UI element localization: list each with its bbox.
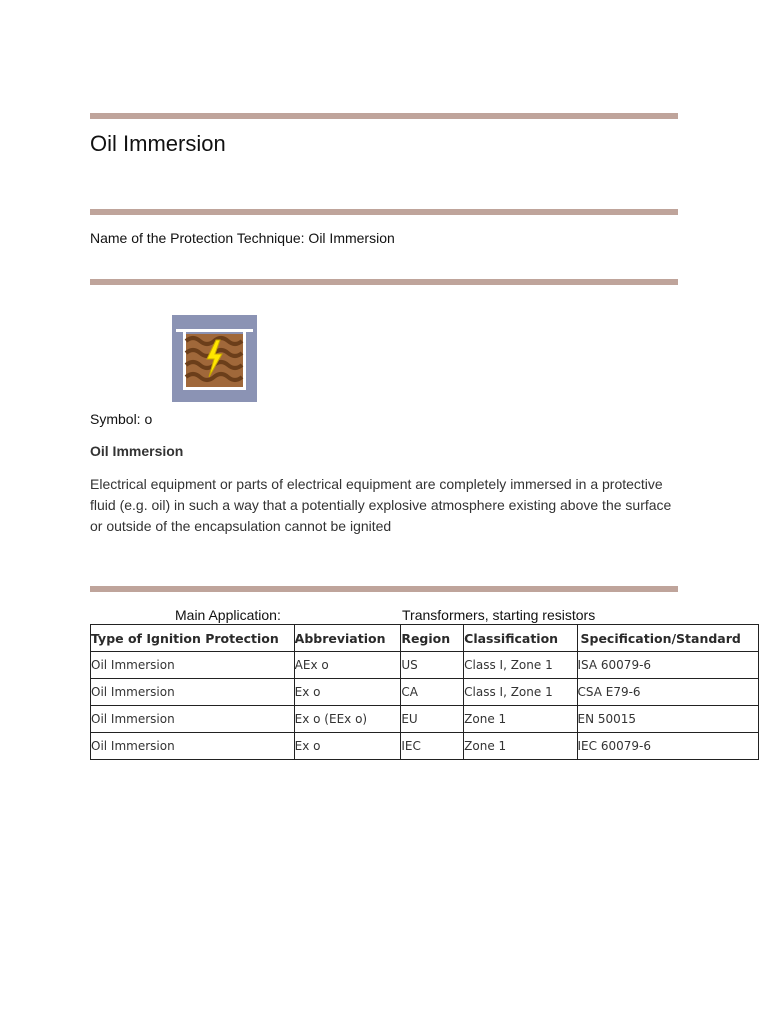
table-row	[91, 706, 759, 733]
section-heading: Oil Immersion	[90, 443, 184, 459]
header-abbreviation: Abbreviation	[294, 625, 401, 652]
cell-type: Oil Immersion	[91, 652, 295, 679]
cell-specification: CSA E79-6	[577, 679, 759, 706]
cell-classification: Zone 1	[464, 733, 577, 760]
table-row	[91, 679, 759, 706]
divider-top	[90, 113, 678, 119]
header-classification: Classification	[464, 625, 577, 652]
cell-classification: Zone 1	[464, 706, 577, 733]
main-application-label: Main Application:	[175, 607, 281, 623]
symbol-label: Symbol: o	[90, 411, 153, 427]
cell-type: Oil Immersion	[91, 733, 295, 760]
cell-abbreviation: Ex o	[294, 733, 401, 760]
divider-description	[90, 586, 678, 592]
cell-specification: EN 50015	[577, 706, 759, 733]
cell-region: US	[401, 652, 464, 679]
technique-name: Name of the Protection Technique: Oil Immersion	[90, 230, 395, 246]
oil-immersion-symbol-icon	[172, 315, 257, 402]
table-row	[91, 733, 759, 760]
cell-classification: Class I, Zone 1	[464, 652, 577, 679]
main-application-value: Transformers, starting resistors	[402, 607, 596, 623]
description-paragraph: Electrical equipment or parts of electrical equipment are completely immersed in a protective fluid (e.g. oil) in such a way that a potentially explosive atmosphere existing above the surface or outside of the encapsulation cannot be ignited	[90, 476, 672, 534]
cell-classification: Class I, Zone 1	[464, 679, 577, 706]
cell-abbreviation: Ex o (EEx o)	[294, 706, 401, 733]
divider-technique	[90, 279, 678, 285]
cell-type: Oil Immersion	[91, 706, 295, 733]
cell-type: Oil Immersion	[91, 679, 295, 706]
header-type: Type of Ignition Protection	[91, 625, 295, 652]
cell-region: EU	[401, 706, 464, 733]
page-title: Oil Immersion	[90, 131, 226, 156]
cell-abbreviation: Ex o	[294, 679, 401, 706]
table-row	[91, 652, 759, 679]
cell-specification: IEC 60079-6	[577, 733, 759, 760]
cell-abbreviation: AEx o	[294, 652, 401, 679]
table-header-row	[91, 625, 759, 652]
header-region: Region	[401, 625, 464, 652]
protection-spec-table	[90, 624, 759, 760]
divider-title	[90, 209, 678, 215]
header-specification: Specification/Standard	[577, 625, 759, 652]
cell-specification: ISA 60079-6	[577, 652, 759, 679]
cell-region: IEC	[401, 733, 464, 760]
cell-region: CA	[401, 679, 464, 706]
